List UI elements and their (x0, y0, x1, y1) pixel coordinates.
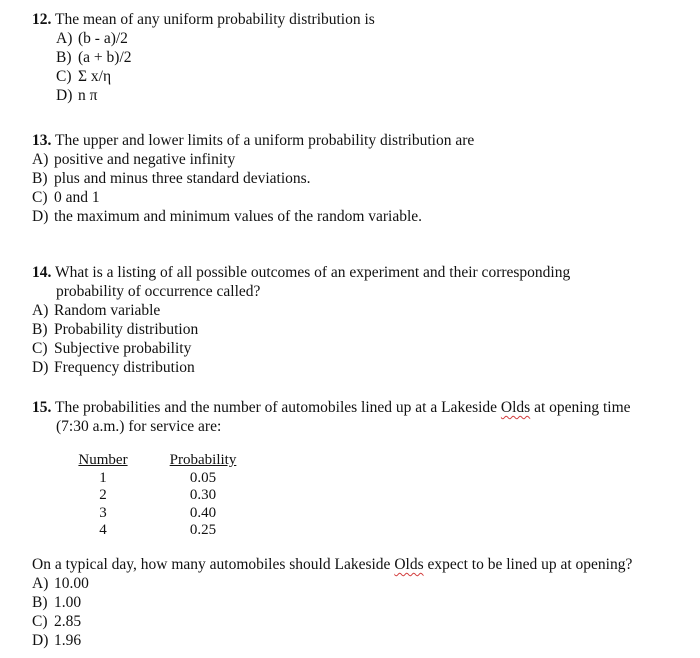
question-text-line-1: What is a listing of all possible outcomes of an experiment and their corresponding (54, 264, 571, 281)
option-c: C) Σ x/η (56, 68, 112, 85)
question-12 (32, 10, 692, 105)
table-row: 2 0.30 (99, 487, 217, 503)
question-text-line-2: (7:30 a.m.) for service are: (56, 418, 222, 435)
table-row: 4 0.25 (99, 522, 217, 538)
question-14 (32, 263, 692, 377)
question-stem (32, 131, 692, 150)
option-a: A) positive and negative infinity (32, 151, 236, 168)
question-stem (32, 10, 692, 29)
question-text-line-2: probability of occurrence called? (56, 283, 261, 300)
option-a: A) 10.00 (32, 575, 89, 592)
option-b: B) (a + b)/2 (56, 49, 132, 66)
option-c: C) 0 and 1 (32, 189, 100, 206)
question-number: 15. (32, 399, 52, 416)
option-d: D) 1.96 (32, 632, 82, 649)
table-row: 3 0.40 (99, 504, 217, 521)
option-d: D) Frequency distribution (32, 359, 195, 376)
spellcheck-word: Olds (394, 556, 424, 573)
column-header-number: Number (78, 452, 128, 468)
question-15 (32, 398, 692, 436)
option-b: B) 1.00 (32, 594, 82, 611)
question-number: 14. (32, 264, 52, 281)
question-text: The upper and lower limits of a uniform probability distribution are (54, 132, 475, 149)
option-d: D) n π (56, 87, 98, 104)
probability-table (72, 452, 246, 540)
question-13 (32, 131, 692, 226)
option-c: C) Subjective probability (32, 340, 192, 357)
question-stem (32, 263, 692, 282)
question-15-prompt (32, 555, 692, 650)
question-number: 12. (32, 11, 52, 28)
question-number: 13. (32, 132, 52, 149)
table-row: 1 0.05 (99, 469, 217, 486)
question-text-line-1: The probabilities and the number of automobiles lined up at a Lakeside Olds at opening time (54, 399, 631, 416)
option-b: B) Probability distribution (32, 321, 199, 338)
option-c: C) 2.85 (32, 613, 82, 630)
option-b: B) plus and minus three standard deviations. (32, 170, 311, 187)
question-text: The mean of any uniform probability distribution is (54, 11, 375, 28)
question-stem (32, 398, 692, 417)
option-a: A) (b - a)/2 (56, 30, 128, 47)
option-a: A) Random variable (32, 302, 161, 319)
question-text: On a typical day, how many automobiles should Lakeside Olds expect to be lined up at opening? (32, 556, 633, 573)
spellcheck-word: Olds (500, 399, 531, 416)
table-header-row (72, 452, 246, 470)
column-header-probability: Probability (169, 452, 237, 468)
option-d: D) the maximum and minimum values of the random variable. (32, 208, 423, 225)
